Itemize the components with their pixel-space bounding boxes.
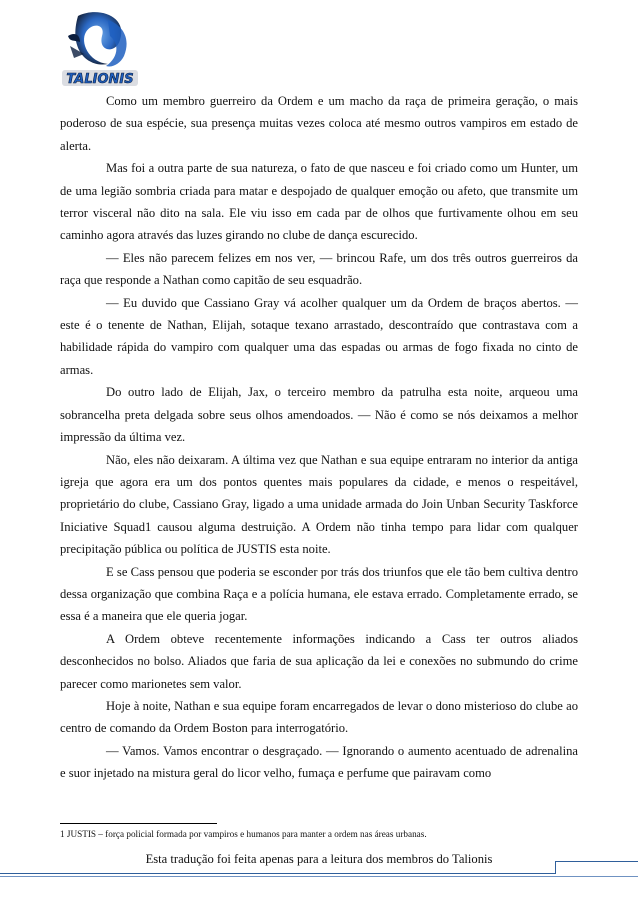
footnote-separator [60, 823, 217, 824]
logo-text: TALIONIS [66, 72, 134, 87]
footer-rule-step [555, 861, 556, 874]
paragraph: ― Vamos. Vamos encontrar o desgraçado. ― Ignorando o aumento acentuado de adrenalina e suor injetado na mistura geral do licor velho, fumaça e perfume que pairavam como [60, 743, 578, 781]
paragraph: ― Eu duvido que Cassiano Gray vá acolher qualquer um da Ordem de braços abertos. ― este é o tenente de Nathan, Elijah, sotaque texano arrastado, descontraído que contrastava com a habilidade rápida do vampiro com qualquer uma das espadas ou armas de fogo fixada no cinto de armas. [60, 295, 578, 377]
paragraph: Mas foi a outra parte de sua natureza, o fato de que nasceu e foi criado como um Hunter, um de uma legião sombria criada para matar e despojado de qualquer emoção ou afeto, que transmite um terror visceral não dito na sala. Ele viu isso em cada par de olhos que furtivamente olhou em seu caminho agora através das luzes girando no clube de dança escurecido. [60, 161, 578, 243]
paragraph: E se Cass pensou que poderia se esconder por trás dos triunfos que ele tão bem cultiva dentro dessa organização que combina Raça e a polícia humana, ele estava errado. Completamente errado, se essa é a maneira que ele queria jogar. [60, 564, 578, 624]
paragraph: ― Eles não parecem felizes em nos ver, ― brincou Rafe, um dos três outros guerreiros da raça que responde a Nathan como capitão de seu esquadrão. [60, 250, 578, 288]
footer-text: Esta tradução foi feita apenas para a leitura dos membros do Talionis [145, 852, 493, 866]
document-body [60, 90, 578, 785]
paragraph: Hoje à noite, Nathan e sua equipe foram encarregados de levar o dono misterioso do clube ao centro de comando da Ordem Boston para interrogatório. [60, 698, 578, 736]
talionis-logo [58, 6, 142, 90]
logo-graphic [58, 6, 142, 90]
paragraph: A Ordem obteve recentemente informações indicando a Cass ter outros aliados desconhecidos no bolso. Aliados que faria de sua aplicação da lei e conexões no submundo do crime parecer como marionetes sem valor. [60, 631, 578, 691]
footnote: 1 JUSTIS – força policial formada por vampiros e humanos para manter a ordem nas áreas urbanas. [60, 829, 427, 839]
footer-rule-right [555, 861, 638, 862]
paragraph: Como um membro guerreiro da Ordem e um macho da raça de primeira geração, o mais poderoso de sua espécie, sua presença muitas vezes coloca até mesmo outros vampiros em estado de alerta. [60, 94, 578, 153]
footer-rule [0, 873, 556, 874]
footer-rule-bottom [0, 876, 638, 877]
paragraph: Do outro lado de Elijah, Jax, o terceiro membro da patrulha esta noite, arqueou uma sobrancelha preta delgada sobre seus olhos amendoados. ― Não é como se nós deixamos a melhor impressão da última vez. [60, 385, 578, 445]
paragraph: Não, eles não deixaram. A última vez que Nathan e sua equipe entraram no interior da antiga igreja que agora era um dos pontos quentes mais populares da cidade, e menos o respeitável, proprietário do clube, Cassiano Gray, ligado a uma unidade armada do Join Unban Security Taskforce Iniciative Squad1 causou alguma destruição. A Ordem não tinha tempo para lidar com qualquer precipitação pública ou política de JUSTIS esta noite. [60, 452, 578, 557]
